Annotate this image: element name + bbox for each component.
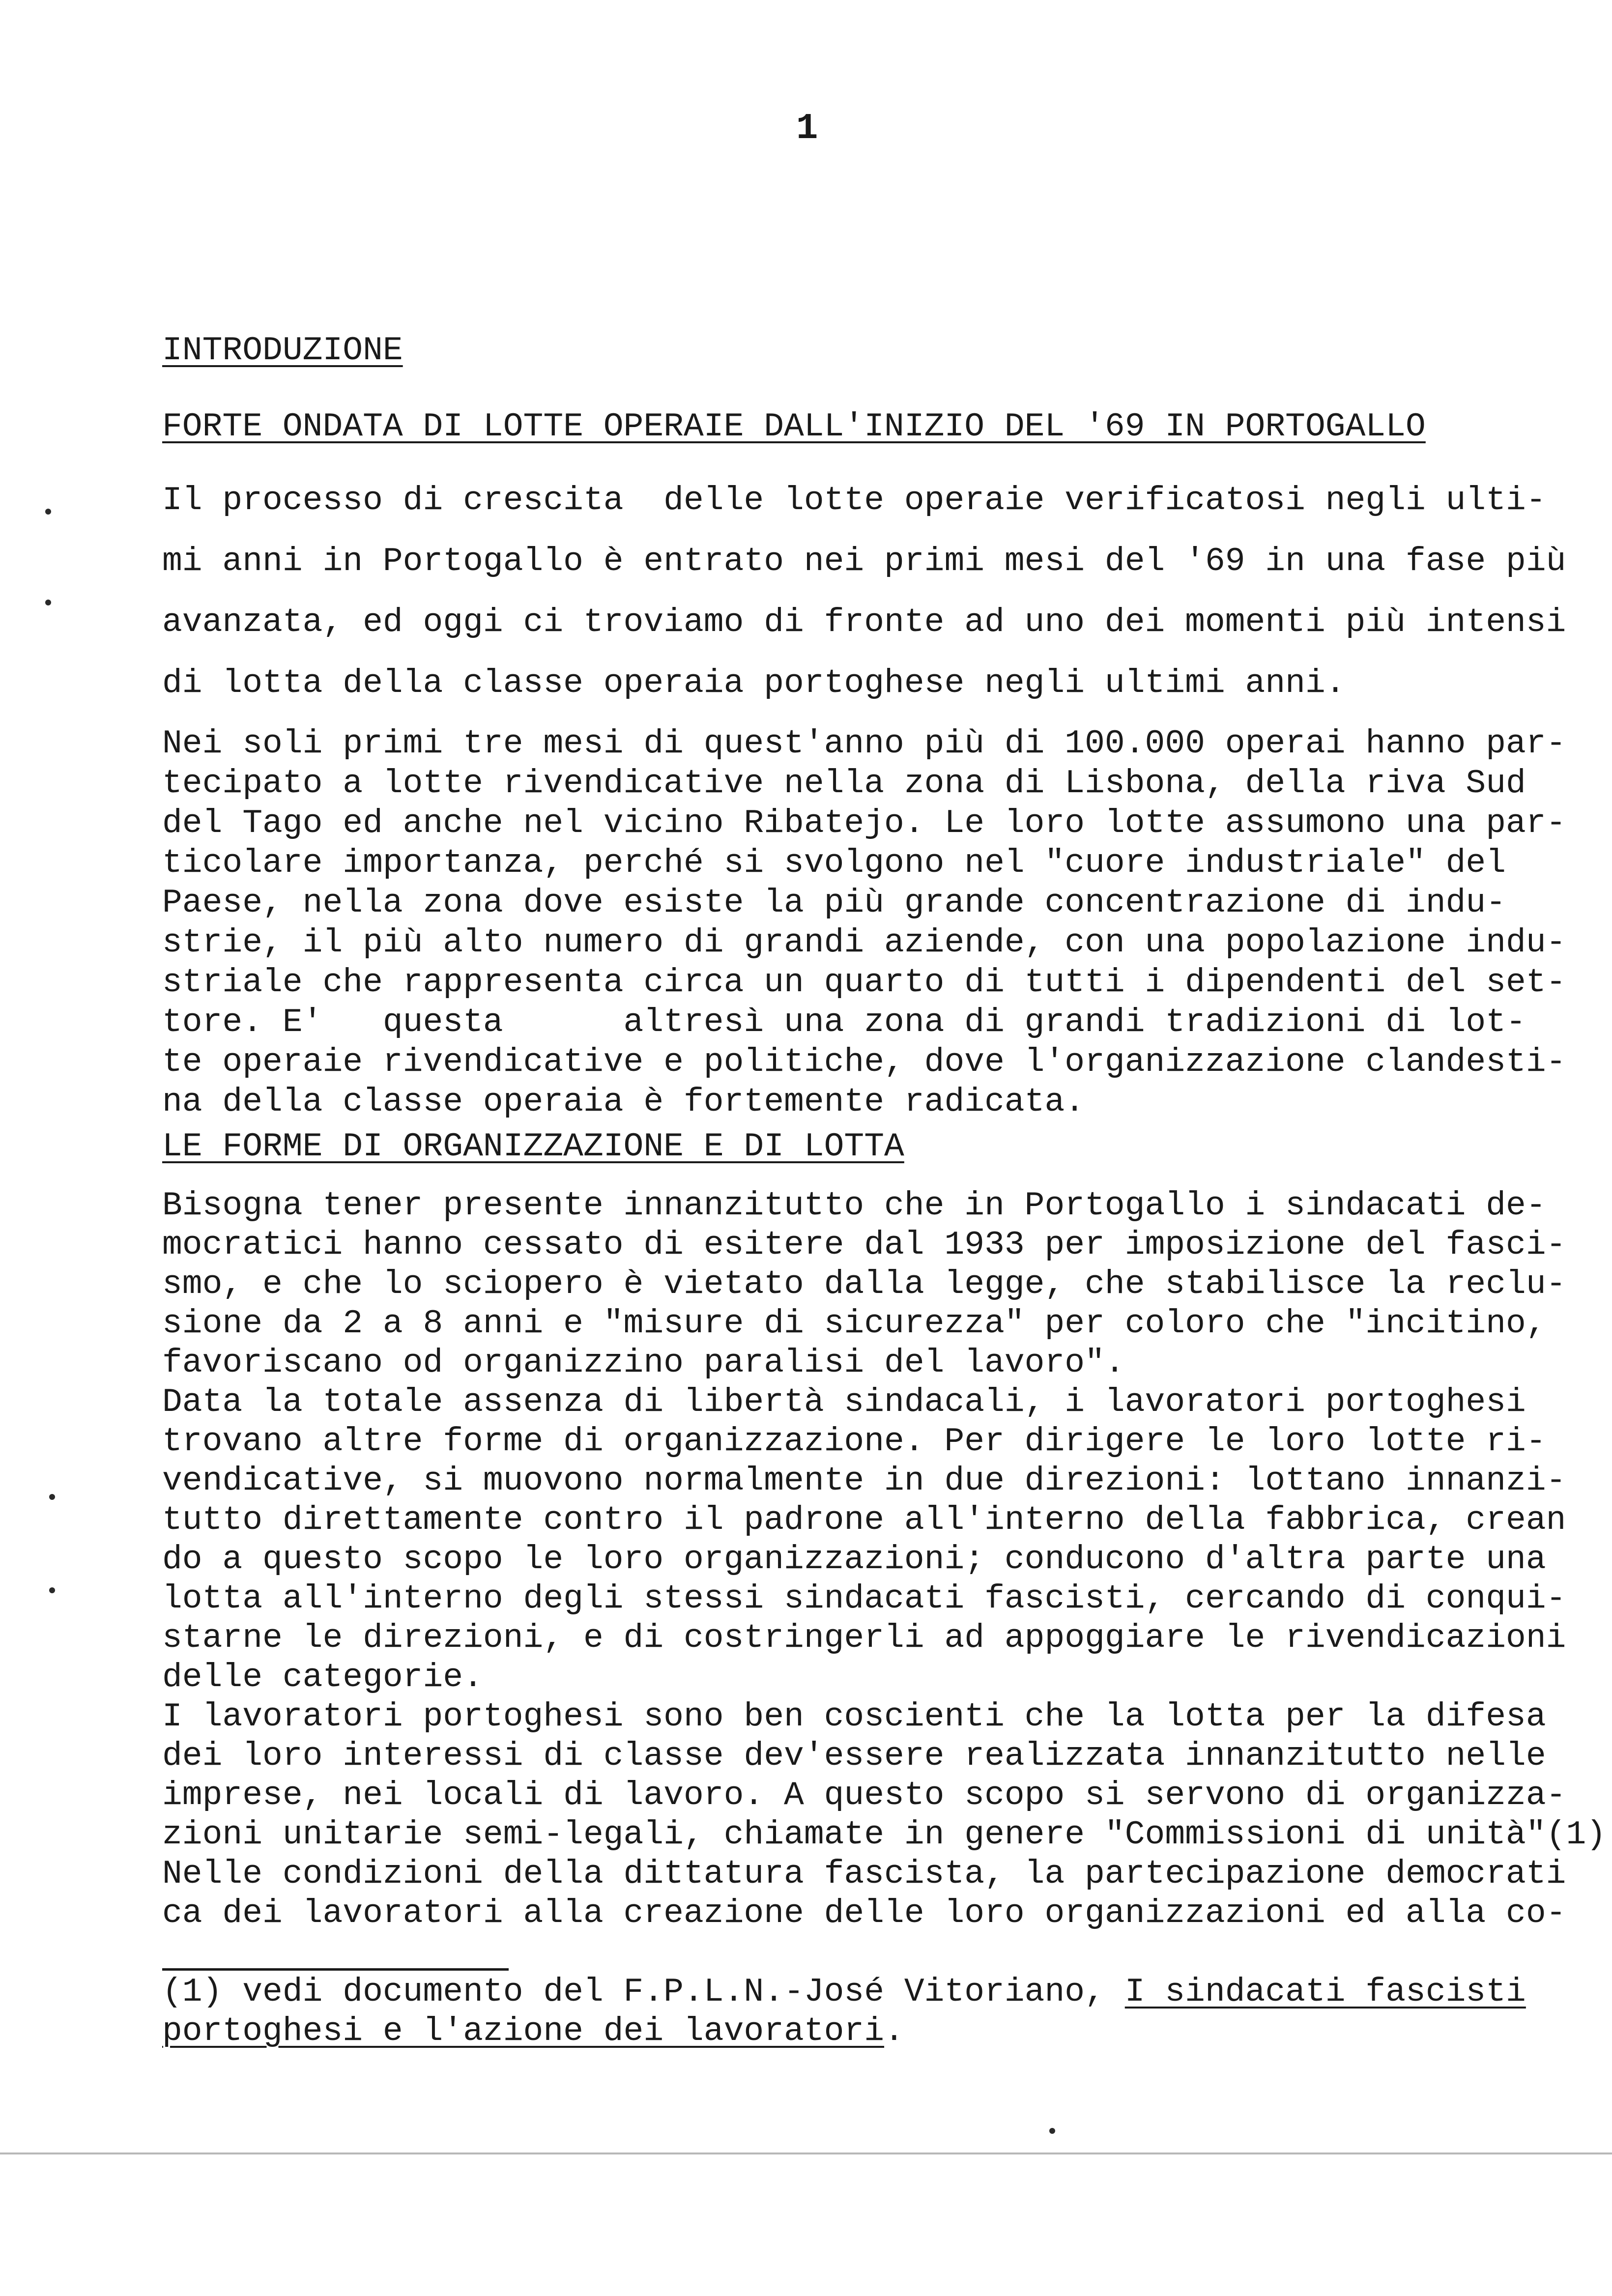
text-line: smo, e che lo sciopero è vietato dalla legge, che stabilisce la reclu- (162, 1265, 1566, 1303)
text-line: te operaie rivendicative e politiche, dove l'organizzazione clandesti- (162, 1043, 1566, 1081)
text-line: tutto direttamente contro il padrone all'interno della fabbrica, crean (162, 1501, 1566, 1539)
text-line: delle categorie. (162, 1659, 483, 1696)
margin-dot (1049, 2128, 1055, 2134)
text-line: tecipato a lotte rivendicative nella zona di Lisbona, della riva Sud (162, 765, 1526, 803)
page-number: 1 (796, 108, 818, 149)
heading-introduction: INTRODUZIONE (162, 332, 403, 370)
text-line: di lotta della classe operaia portoghese negli ultimi anni. (162, 664, 1346, 702)
text-line: Data la totale assenza di libertà sindacali, i lavoratori portoghesi (162, 1383, 1526, 1421)
margin-dot (45, 600, 51, 605)
text-line: I lavoratori portoghesi sono ben coscienti che la lotta per la difesa (162, 1698, 1546, 1736)
text-line: dei loro interessi di classe dev'essere realizzata innanzitutto nelle (162, 1737, 1546, 1775)
text-line: strie, il più alto numero di grandi aziende, con una popolazione indu- (162, 924, 1566, 962)
text-line: zioni unitarie semi-legali, chiamate in genere "Commissioni di unità"(1) (162, 1816, 1607, 1854)
footnote-suffix: . (884, 2012, 904, 2050)
text-line: ca dei lavoratori alla creazione delle loro organizzazioni ed alla co- (162, 1894, 1566, 1932)
text-line: Paese, nella zona dove esiste la più grande concentrazione di indu- (162, 884, 1506, 922)
footnote-line-2 (162, 2012, 904, 2050)
text-line: Nelle condizioni della dittatura fascista, la partecipazione democrati (162, 1855, 1566, 1893)
text-line: vendicative, si muovono normalmente in due direzioni: lottano innanzi- (162, 1462, 1566, 1500)
footnote-prefix: (1) vedi documento del F.P.L.N.-José Vitoriano, (162, 1973, 1125, 2011)
text-line: starne le direzioni, e di costringerli ad appoggiare le rivendicazioni (162, 1619, 1566, 1657)
margin-dot (49, 1587, 55, 1593)
text-line: sione da 2 a 8 anni e "misure di sicurezza" per coloro che "incitino, (162, 1305, 1546, 1343)
text-line: striale che rappresenta circa un quarto di tutti i dipendenti del set- (162, 964, 1566, 1002)
margin-dot (45, 509, 51, 515)
text-line: imprese, nei locali di lavoro. A questo scopo si servono di organizza- (162, 1777, 1566, 1814)
text-line: trovano altre forme di organizzazione. Per dirigere le loro lotte ri- (162, 1423, 1546, 1461)
margin-dot (49, 1494, 55, 1500)
text-line: avanzata, ed oggi ci troviamo di fronte ad uno dei momenti più intensi (162, 603, 1566, 641)
text-line: do a questo scopo le loro organizzazioni; conducono d'altra parte una (162, 1541, 1546, 1578)
text-line: Nei soli primi tre mesi di quest'anno più di 100.000 operai hanno par- (162, 725, 1566, 763)
text-line: Il processo di crescita delle lotte operaie verificatosi negli ulti- (162, 482, 1546, 519)
text-line: mocratici hanno cessato di esitere dal 1933 per imposizione del fasci- (162, 1226, 1566, 1264)
text-line: lotta all'interno degli stessi sindacati fascisti, cercando di conqui- (162, 1580, 1566, 1618)
text-line: Bisogna tener presente innanzitutto che in Portogallo i sindacati de- (162, 1187, 1546, 1225)
text-line: mi anni in Portogallo è entrato nei primi mesi del '69 in una fase più (162, 543, 1566, 580)
footnote-rule (162, 1968, 509, 1971)
footnote-line-1 (162, 1973, 1526, 2011)
text-line: del Tago ed anche nel vicino Ribatejo. Le loro lotte assumono una par- (162, 804, 1566, 842)
text-line: tore. E' questa altresì una zona di grandi tradizioni di lot- (162, 1004, 1526, 1041)
bottom-rule (0, 2152, 1612, 2154)
text-line: favoriscano od organizzino paralisi del lavoro". (162, 1344, 1125, 1382)
footnote-title-part2: portoghesi e l'azione dei lavoratori (162, 2012, 885, 2050)
footnote-title-part1: I sindacati fascisti (1124, 1973, 1526, 2011)
text-line: na della classe operaia è fortemente radicata. (162, 1083, 1085, 1121)
heading-section-2: LE FORME DI ORGANIZZAZIONE E DI LOTTA (162, 1128, 904, 1166)
text-line: ticolare importanza, perché si svolgono nel "cuore industriale" del (162, 844, 1506, 882)
heading-subtitle: FORTE ONDATA DI LOTTE OPERAIE DALL'INIZIO DEL '69 IN PORTOGALLO (162, 408, 1426, 446)
